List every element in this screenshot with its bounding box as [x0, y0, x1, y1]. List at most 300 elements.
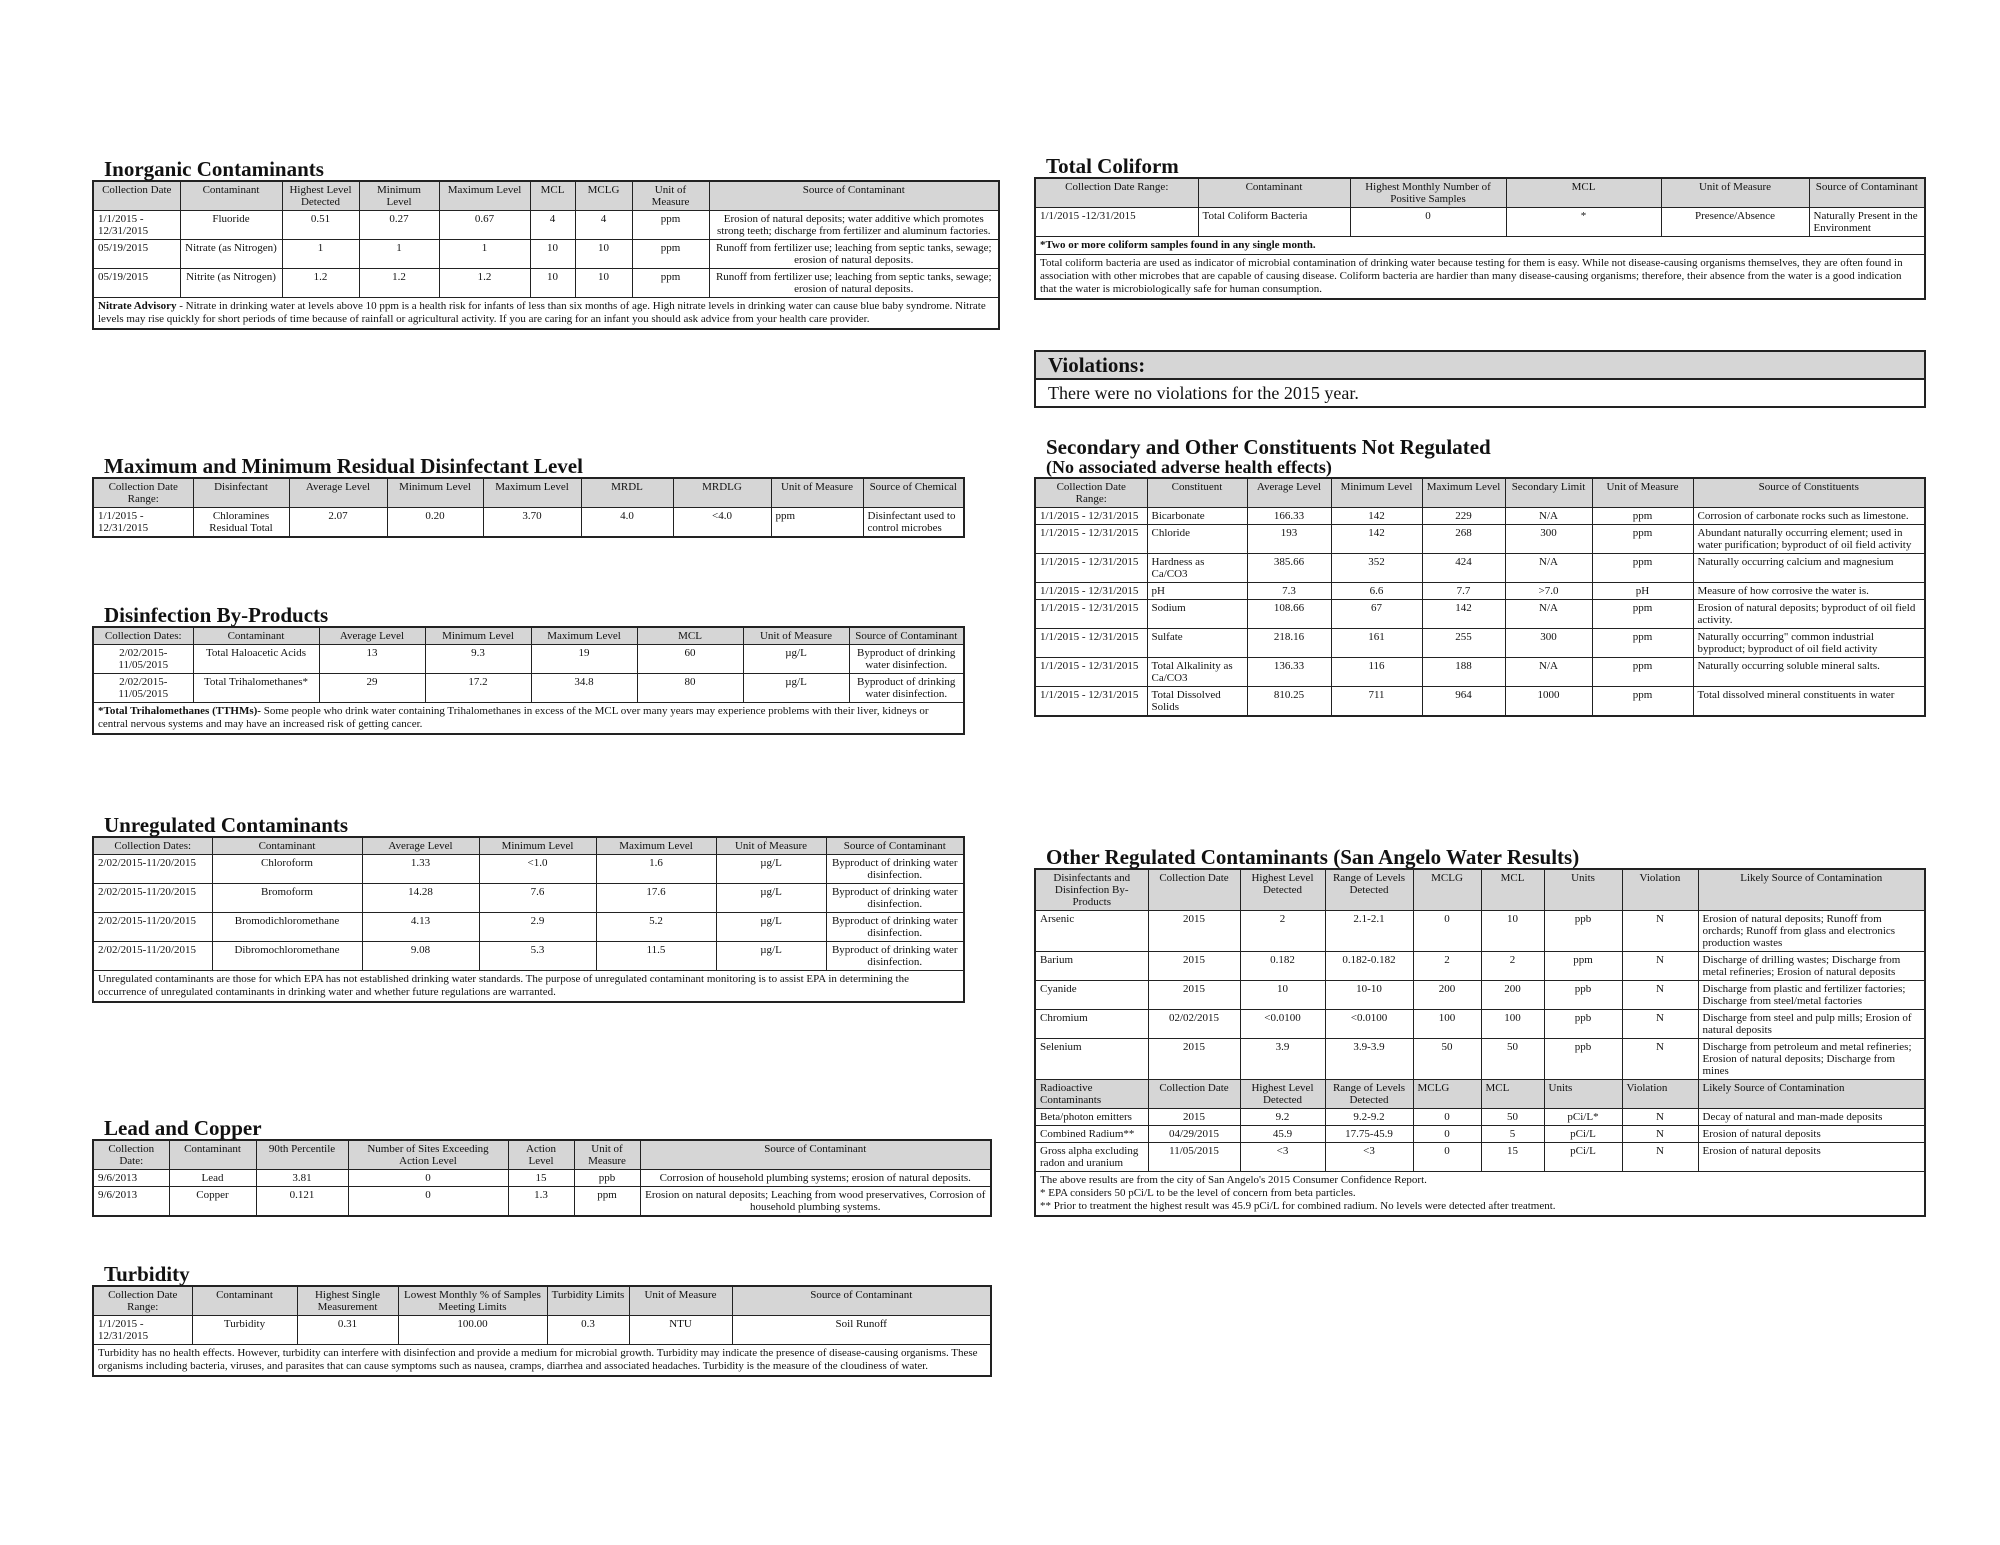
inorganic-cell: Fluoride	[180, 211, 282, 240]
unregulated-cell: Dibromochloromethane	[212, 942, 362, 971]
other-title: Other Regulated Contaminants (San Angelo Water Results)	[1046, 845, 1580, 869]
secondary-col-header: Constituent	[1147, 478, 1247, 508]
unregulated-note-text: Unregulated contaminants are those for which EPA has not established drinking water standards. The purpose of unregulated contaminant monitoring is to assist EPA in determining the occurrence of unregulated contaminants in drinking water and whether future regulations are warranted.	[98, 973, 909, 998]
inorganic-cell: 10	[575, 269, 632, 298]
dbp-cell: 29	[319, 674, 425, 703]
secondary-cell: Bicarbonate	[1147, 508, 1247, 525]
secondary-cell: 1/1/2015 - 12/31/2015	[1035, 508, 1147, 525]
other-cell: 2	[1413, 952, 1481, 981]
inorganic-cell: 0.51	[282, 211, 359, 240]
secondary-cell: 1/1/2015 - 12/31/2015	[1035, 687, 1147, 717]
other-col-header: MCL	[1481, 1080, 1544, 1109]
other-cell: N	[1622, 1126, 1698, 1143]
unregulated-cell: µg/L	[716, 855, 826, 884]
inorganic-col-header: Contaminant	[180, 181, 282, 211]
unregulated-cell: 9.08	[362, 942, 479, 971]
turbidity-note	[93, 1345, 991, 1377]
inorganic-cell: 1	[439, 240, 530, 269]
secondary-col-header: Secondary Limit	[1505, 478, 1592, 508]
inorganic-row	[93, 211, 999, 240]
secondary-cell: 1/1/2015 - 12/31/2015	[1035, 525, 1147, 554]
coliform-row	[1035, 208, 1925, 237]
secondary-cell: 964	[1422, 687, 1505, 717]
residual-col-header: Unit of Measure	[771, 478, 863, 508]
other-row	[1035, 1039, 1925, 1080]
secondary-cell: 166.33	[1247, 508, 1331, 525]
unregulated-table	[92, 836, 965, 1003]
unregulated-col-header: Maximum Level	[596, 837, 716, 855]
residual-title: Maximum and Minimum Residual Disinfectant Level	[104, 454, 583, 478]
inorganic-cell: 0.27	[359, 211, 439, 240]
secondary-cell: 6.6	[1331, 583, 1422, 600]
inorganic-col-header: Highest Level Detected	[282, 181, 359, 211]
other-cell: 0.182	[1240, 952, 1325, 981]
residual-cell: ppm	[771, 508, 863, 538]
other-cell: 0	[1413, 1109, 1481, 1126]
unregulated-cell: 5.3	[479, 942, 596, 971]
other-col-header: Disinfectants and Disinfection By-Products	[1035, 869, 1148, 911]
secondary-cell: 142	[1422, 600, 1505, 629]
coliform-title: Total Coliform	[1046, 154, 1179, 178]
unregulated-header-row	[93, 837, 964, 855]
other-cell: Discharge from steel and pulp mills; Erosion of natural deposits	[1698, 1010, 1925, 1039]
unregulated-note	[93, 971, 964, 1003]
lead-header	[93, 1140, 991, 1170]
dbp-col-header: Average Level	[319, 627, 425, 645]
turbidity-col-header: Highest Single Measurement	[297, 1286, 398, 1316]
residual-cell: 1/1/2015 - 12/31/2015	[93, 508, 193, 538]
coliform-col-header: Contaminant	[1198, 178, 1350, 208]
secondary-cell: 1/1/2015 - 12/31/2015	[1035, 658, 1147, 687]
unregulated-cell: 17.6	[596, 884, 716, 913]
inorganic-cell: 1.2	[359, 269, 439, 298]
inorganic-cell: 1/1/2015 - 12/31/2015	[93, 211, 180, 240]
secondary-body	[1035, 508, 1925, 717]
other-row	[1035, 1143, 1925, 1172]
residual-header	[93, 478, 964, 508]
dbp-note-label: *Total Trihalomethanes (TTHMs)-	[98, 705, 261, 717]
unregulated-cell: Byproduct of drinking water disinfection.	[826, 884, 964, 913]
dbp-cell: Byproduct of drinking water disinfection.	[849, 674, 964, 703]
other-cell: 5	[1481, 1126, 1544, 1143]
other-cell: 02/02/2015	[1148, 1010, 1240, 1039]
other-col-header: Range of Levels Detected	[1325, 1080, 1413, 1109]
other-cell: 50	[1413, 1039, 1481, 1080]
other-cell: <0.0100	[1240, 1010, 1325, 1039]
other-cell: 17.75-45.9	[1325, 1126, 1413, 1143]
secondary-col-header: Maximum Level	[1422, 478, 1505, 508]
secondary-subtitle: (No associated adverse health effects)	[1046, 457, 1332, 477]
unregulated-cell: Byproduct of drinking water disinfection.	[826, 942, 964, 971]
turbidity-header-row	[93, 1286, 991, 1316]
secondary-col-header: Source of Constituents	[1693, 478, 1925, 508]
unregulated-row	[93, 884, 964, 913]
residual-col-header: Disinfectant	[193, 478, 289, 508]
lead-row	[93, 1187, 991, 1217]
residual-cell: 4.0	[581, 508, 673, 538]
inorganic-cell: 4	[575, 211, 632, 240]
other-col-header: Radioactive Contaminants	[1035, 1080, 1148, 1109]
secondary-cell: 193	[1247, 525, 1331, 554]
unregulated-row	[93, 942, 964, 971]
other-notes	[1035, 1172, 1925, 1217]
secondary-cell: Naturally occurring soluble mineral salts.	[1693, 658, 1925, 687]
residual-body	[93, 508, 964, 538]
secondary-cell: 300	[1505, 629, 1592, 658]
dbp-row	[93, 645, 964, 674]
other-col-header: Highest Level Detected	[1240, 869, 1325, 911]
residual-col-header: Source of Chemical	[863, 478, 964, 508]
turbidity-col-header: Source of Contaminant	[732, 1286, 991, 1316]
other-cell: 2	[1240, 911, 1325, 952]
other-col-header: Violation	[1622, 1080, 1698, 1109]
coliform-cell: Total Coliform Bacteria	[1198, 208, 1350, 237]
coliform-cell: Naturally Present in the Environment	[1809, 208, 1925, 237]
residual-col-header: Minimum Level	[387, 478, 483, 508]
other-table	[1034, 868, 1926, 1217]
inorganic-cell: Runoff from fertilizer use; leaching from septic tanks, sewage; erosion of natural deposits.	[709, 269, 999, 298]
coliform-section	[1034, 155, 1926, 300]
secondary-row	[1035, 508, 1925, 525]
dbp-cell: 34.8	[531, 674, 637, 703]
unregulated-cell: 14.28	[362, 884, 479, 913]
turbidity-body	[93, 1316, 991, 1377]
lead-section	[92, 1117, 992, 1217]
other-section	[1034, 846, 1926, 1217]
unregulated-col-header: Unit of Measure	[716, 837, 826, 855]
other-cell: Cyanide	[1035, 981, 1148, 1010]
secondary-cell: ppm	[1592, 525, 1693, 554]
secondary-cell: Chloride	[1147, 525, 1247, 554]
inorganic-header-row	[93, 181, 999, 211]
other-cell: 200	[1481, 981, 1544, 1010]
inorganic-cell: 1.2	[439, 269, 530, 298]
lead-col-header: Source of Contaminant	[640, 1140, 991, 1170]
inorganic-note	[93, 298, 999, 330]
secondary-cell: 1000	[1505, 687, 1592, 717]
other-cell: 2015	[1148, 981, 1240, 1010]
turbidity-cell: 0.3	[547, 1316, 629, 1345]
inorganic-cell: Erosion of natural deposits; water additive which promotes strong teeth; discharge from fertilizer and aluminum factories.	[709, 211, 999, 240]
secondary-cell: N/A	[1505, 600, 1592, 629]
other-row	[1035, 1010, 1925, 1039]
unregulated-cell: 4.13	[362, 913, 479, 942]
secondary-col-header: Minimum Level	[1331, 478, 1422, 508]
other-cell: pCi/L	[1544, 1143, 1622, 1172]
residual-col-header: Collection Date Range:	[93, 478, 193, 508]
coliform-note-label: *Two or more coliform samples found in any single month.	[1040, 239, 1316, 251]
lead-col-header: 90th Percentile	[256, 1140, 348, 1170]
unregulated-body	[93, 855, 964, 1003]
secondary-cell: Erosion of natural deposits; byproduct of oil field activity.	[1693, 600, 1925, 629]
other-row	[1035, 952, 1925, 981]
other-cell: ppb	[1544, 981, 1622, 1010]
other-cell: 2015	[1148, 952, 1240, 981]
residual-cell: Chloramines Residual Total	[193, 508, 289, 538]
secondary-cell: Total Dissolved Solids	[1147, 687, 1247, 717]
other-cell: Barium	[1035, 952, 1148, 981]
secondary-cell: 268	[1422, 525, 1505, 554]
other-cell: 0.182-0.182	[1325, 952, 1413, 981]
inorganic-note-row	[93, 298, 999, 330]
lead-header-row	[93, 1140, 991, 1170]
lead-cell: 1.3	[508, 1187, 574, 1217]
inorganic-cell: ppm	[632, 211, 709, 240]
residual-section	[92, 455, 965, 538]
unregulated-section	[92, 814, 965, 1003]
inorganic-cell: ppm	[632, 269, 709, 298]
dbp-cell: Byproduct of drinking water disinfection.	[849, 645, 964, 674]
other-row	[1035, 1109, 1925, 1126]
secondary-section	[1034, 436, 1926, 717]
secondary-cell: ppm	[1592, 600, 1693, 629]
lead-cell: ppm	[574, 1187, 640, 1217]
inorganic-cell: Runoff from fertilizer use; leaching from septic tanks, sewage; erosion of natural deposits.	[709, 240, 999, 269]
other-cell: 200	[1413, 981, 1481, 1010]
dbp-cell: 80	[637, 674, 743, 703]
other-cell: Erosion of natural deposits; Runoff from orchards; Runoff from glass and electronics production wastes	[1698, 911, 1925, 952]
dbp-title: Disinfection By-Products	[104, 603, 329, 627]
inorganic-col-header: Minimum Level	[359, 181, 439, 211]
other-cell: Selenium	[1035, 1039, 1148, 1080]
secondary-cell: N/A	[1505, 508, 1592, 525]
other-col-header: Units	[1544, 1080, 1622, 1109]
inorganic-row	[93, 269, 999, 298]
dbp-row	[93, 674, 964, 703]
turbidity-note-row	[93, 1345, 991, 1377]
secondary-cell: 385.66	[1247, 554, 1331, 583]
other-note-line: ** Prior to treatment the highest result was 45.9 pCi/L for combined radium. No levels were detected after treatment.	[1040, 1200, 1556, 1212]
other-cell: Discharge from plastic and fertilizer factories; Discharge from steel/metal factories	[1698, 981, 1925, 1010]
secondary-cell: 810.25	[1247, 687, 1331, 717]
coliform-note-row	[1035, 237, 1925, 255]
secondary-row	[1035, 554, 1925, 583]
other-cell: <3	[1325, 1143, 1413, 1172]
other-cell: 0	[1413, 1143, 1481, 1172]
unregulated-cell: Bromodichloromethane	[212, 913, 362, 942]
secondary-cell: 7.7	[1422, 583, 1505, 600]
lead-cell: Lead	[169, 1170, 256, 1187]
other-cell: 04/29/2015	[1148, 1126, 1240, 1143]
coliform-body	[1035, 208, 1925, 300]
coliform-note	[1035, 255, 1925, 300]
secondary-cell: ppm	[1592, 508, 1693, 525]
dbp-note	[93, 703, 964, 735]
inorganic-cell: 10	[530, 240, 575, 269]
secondary-cell: 1/1/2015 - 12/31/2015	[1035, 600, 1147, 629]
turbidity-cell: 1/1/2015 - 12/31/2015	[93, 1316, 192, 1345]
secondary-cell: Naturally occurring calcium and magnesium	[1693, 554, 1925, 583]
other-cell: Erosion of natural deposits	[1698, 1143, 1925, 1172]
residual-col-header: Average Level	[289, 478, 387, 508]
unregulated-note-row	[93, 971, 964, 1003]
turbidity-title: Turbidity	[104, 1262, 190, 1286]
other-cell: Decay of natural and man-made deposits	[1698, 1109, 1925, 1126]
unregulated-row	[93, 855, 964, 884]
coliform-cell: Presence/Absence	[1661, 208, 1809, 237]
turbidity-table	[92, 1285, 992, 1377]
unregulated-cell: 1.6	[596, 855, 716, 884]
inorganic-col-header: Collection Date	[93, 181, 180, 211]
other-cell: 100	[1481, 1010, 1544, 1039]
dbp-section	[92, 604, 965, 735]
other-cell: 2015	[1148, 1109, 1240, 1126]
unregulated-cell: 1.33	[362, 855, 479, 884]
other-cell: 10	[1481, 911, 1544, 952]
other-col-header: Collection Date	[1148, 869, 1240, 911]
dbp-cell: 17.2	[425, 674, 531, 703]
lead-col-header: Unit of Measure	[574, 1140, 640, 1170]
other-row	[1035, 1126, 1925, 1143]
dbp-cell: 2/02/2015-11/05/2015	[93, 674, 193, 703]
inorganic-cell: 1	[359, 240, 439, 269]
dbp-col-header: Source of Contaminant	[849, 627, 964, 645]
turbidity-section	[92, 1263, 992, 1377]
inorganic-body	[93, 211, 999, 330]
other-col-header: Range of Levels Detected	[1325, 869, 1413, 911]
secondary-cell: 424	[1422, 554, 1505, 583]
turbidity-cell: Turbidity	[192, 1316, 297, 1345]
other-cell: 15	[1481, 1143, 1544, 1172]
other-cell: ppb	[1544, 1010, 1622, 1039]
lead-cell: 0	[348, 1170, 508, 1187]
lead-cell: 0	[348, 1187, 508, 1217]
dbp-cell: 13	[319, 645, 425, 674]
unregulated-cell: Bromoform	[212, 884, 362, 913]
secondary-cell: 1/1/2015 - 12/31/2015	[1035, 629, 1147, 658]
secondary-col-header: Collection Date Range:	[1035, 478, 1147, 508]
secondary-cell: Abundant naturally occurring element; used in water purification; byproduct of oil field activity	[1693, 525, 1925, 554]
inorganic-cell: 1.2	[282, 269, 359, 298]
dbp-cell: Total Haloacetic Acids	[193, 645, 319, 674]
coliform-col-header: Collection Date Range:	[1035, 178, 1198, 208]
secondary-cell: 1/1/2015 - 12/31/2015	[1035, 554, 1147, 583]
lead-col-header: Collection Date:	[93, 1140, 169, 1170]
violations-title: Violations:	[1036, 352, 1924, 380]
other-col-header: MCL	[1481, 869, 1544, 911]
unregulated-cell: Byproduct of drinking water disinfection.	[826, 855, 964, 884]
coliform-note	[1035, 237, 1925, 255]
residual-cell: 3.70	[483, 508, 581, 538]
other-cell: Combined Radium**	[1035, 1126, 1148, 1143]
other-header	[1035, 869, 1925, 911]
dbp-col-header: Contaminant	[193, 627, 319, 645]
other-cell: 3.9-3.9	[1325, 1039, 1413, 1080]
other-cell: N	[1622, 1039, 1698, 1080]
secondary-cell: 218.16	[1247, 629, 1331, 658]
residual-col-header: Maximum Level	[483, 478, 581, 508]
unregulated-col-header: Average Level	[362, 837, 479, 855]
secondary-cell: pH	[1147, 583, 1247, 600]
other-col-header: Likely Source of Contamination	[1698, 1080, 1925, 1109]
coliform-header	[1035, 178, 1925, 208]
unregulated-title: Unregulated Contaminants	[104, 813, 349, 837]
other-cell: pCi/L*	[1544, 1109, 1622, 1126]
other-cell: N	[1622, 981, 1698, 1010]
other-cell: 50	[1481, 1039, 1544, 1080]
dbp-header	[93, 627, 964, 645]
secondary-cell: ppm	[1592, 687, 1693, 717]
lead-col-header: Number of Sites Exceeding Action Level	[348, 1140, 508, 1170]
inorganic-section	[92, 158, 1000, 330]
lead-cell: 15	[508, 1170, 574, 1187]
dbp-col-header: Minimum Level	[425, 627, 531, 645]
secondary-cell: 161	[1331, 629, 1422, 658]
secondary-cell: 142	[1331, 525, 1422, 554]
inorganic-col-header: Unit of Measure	[632, 181, 709, 211]
other-header-row-2	[1035, 1080, 1925, 1109]
coliform-note-row	[1035, 255, 1925, 300]
secondary-cell: pH	[1592, 583, 1693, 600]
other-cell: N	[1622, 1010, 1698, 1039]
unregulated-cell: µg/L	[716, 913, 826, 942]
other-cell: 10-10	[1325, 981, 1413, 1010]
unregulated-cell: 11.5	[596, 942, 716, 971]
coliform-col-header: MCL	[1506, 178, 1661, 208]
secondary-table	[1034, 477, 1926, 717]
residual-row	[93, 508, 964, 538]
other-col-header: Likely Source of Contamination	[1698, 869, 1925, 911]
residual-cell: 0.20	[387, 508, 483, 538]
other-note-line: * EPA considers 50 pCi/L to be the level of concern from beta particles.	[1040, 1187, 1356, 1199]
lead-table	[92, 1139, 992, 1217]
secondary-cell: Sodium	[1147, 600, 1247, 629]
other-cell: 0	[1413, 1126, 1481, 1143]
unregulated-col-header: Minimum Level	[479, 837, 596, 855]
turbidity-col-header: Contaminant	[192, 1286, 297, 1316]
inorganic-cell: 05/19/2015	[93, 269, 180, 298]
dbp-col-header: Maximum Level	[531, 627, 637, 645]
coliform-col-header: Unit of Measure	[1661, 178, 1809, 208]
unregulated-header	[93, 837, 964, 855]
dbp-cell: 60	[637, 645, 743, 674]
other-col-header: Violation	[1622, 869, 1698, 911]
secondary-cell: Total dissolved mineral constituents in water	[1693, 687, 1925, 717]
lead-cell: 9/6/2013	[93, 1170, 169, 1187]
unregulated-cell: 7.6	[479, 884, 596, 913]
secondary-cell: N/A	[1505, 658, 1592, 687]
secondary-cell: 7.3	[1247, 583, 1331, 600]
unregulated-cell: 2/02/2015-11/20/2015	[93, 855, 212, 884]
residual-header-row	[93, 478, 964, 508]
secondary-row	[1035, 658, 1925, 687]
inorganic-col-header: Source of Contaminant	[709, 181, 999, 211]
secondary-title: Secondary and Other Constituents Not Regulated	[1046, 435, 1491, 459]
unregulated-cell: <1.0	[479, 855, 596, 884]
dbp-cell: 19	[531, 645, 637, 674]
inorganic-cell: ppm	[632, 240, 709, 269]
secondary-cell: 300	[1505, 525, 1592, 554]
inorganic-cell: 05/19/2015	[93, 240, 180, 269]
secondary-row	[1035, 583, 1925, 600]
unregulated-cell: µg/L	[716, 942, 826, 971]
coliform-table	[1034, 177, 1926, 300]
dbp-note-text: Some people who drink water containing Trihalomethanes in excess of the MCL over many years may experience problems with their liver, kidneys or central nervous systems and may have an increased risk of getting cancer.	[98, 705, 929, 730]
dbp-body	[93, 645, 964, 735]
turbidity-col-header: Lowest Monthly % of Samples Meeting Limits	[398, 1286, 547, 1316]
lead-cell: 3.81	[256, 1170, 348, 1187]
residual-col-header: MRDL	[581, 478, 673, 508]
inorganic-col-header: MCLG	[575, 181, 632, 211]
inorganic-title: Inorganic Contaminants	[104, 157, 324, 181]
secondary-row	[1035, 629, 1925, 658]
secondary-col-header: Unit of Measure	[1592, 478, 1693, 508]
secondary-cell: 711	[1331, 687, 1422, 717]
other-body	[1035, 911, 1925, 1217]
coliform-col-header: Source of Contaminant	[1809, 178, 1925, 208]
coliform-cell: *	[1506, 208, 1661, 237]
secondary-cell: 1/1/2015 - 12/31/2015	[1035, 583, 1147, 600]
